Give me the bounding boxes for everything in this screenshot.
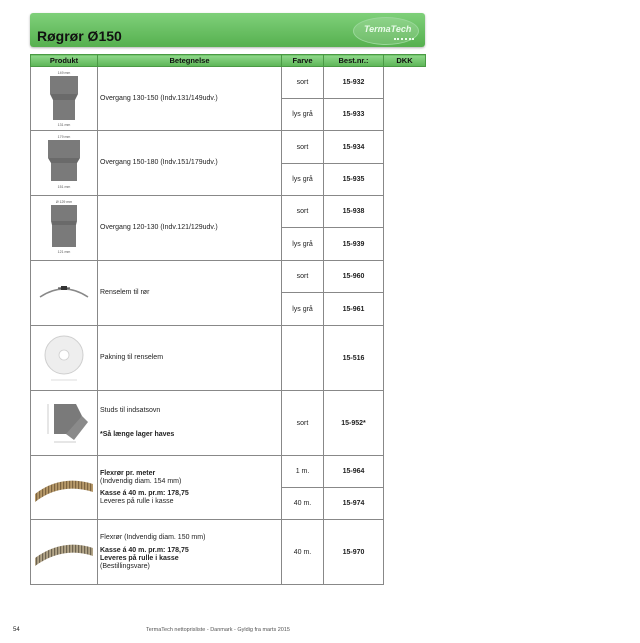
product-image-cell [31,326,98,391]
row-description: Overgang 120-130 (Indv.121/129udv.) [98,196,282,261]
part-number-cell: 15-933 [324,99,384,131]
gasket-ring-icon [37,330,91,384]
price-cell [384,67,426,131]
table-row [31,196,426,228]
logo-swoosh-icon [394,32,414,40]
table-header-row [31,55,426,67]
price-cell [384,326,426,391]
color-cell: lys grå [282,99,324,131]
section-title: Røgrør Ø150 [37,28,122,44]
price-cell [384,196,426,261]
part-number-cell: 15-516 [324,326,384,391]
reducer-150-180-icon [34,132,94,192]
dim-label: 179 mm [57,135,71,139]
part-number-cell: 15-935 [324,164,384,196]
color-cell: lys grå [282,228,324,261]
part-number-cell: 15-934 [324,131,384,164]
part-number-cell: 15-964 [324,456,384,488]
dim-label: 151 mm [57,185,71,189]
price-cell [384,520,426,585]
part-number-cell: 15-938 [324,196,384,228]
table-row [31,391,426,456]
price-cell [384,456,426,520]
table-row [31,326,426,391]
row-description: Pakning til renselem [98,326,282,391]
product-image-cell [31,391,98,456]
dim-label: 131 mm [57,122,71,127]
product-image-cell [31,520,98,585]
cleanout-hatch-icon [34,277,94,307]
logo-text: TermaTech [364,24,412,34]
dim-label: 149 mm [57,70,71,75]
delivery-note: Leveres på rulle i kasse [100,554,179,562]
product-image-cell [31,261,98,326]
termatech-logo [353,17,419,45]
col-header-produkt: Produkt [31,55,98,67]
col-header-dkk: DKK [384,55,426,67]
product-name: Flexrør pr. meter [100,469,156,477]
row-description: Overgang 130-150 (Indv.131/149udv.) [98,67,282,131]
row-description [98,520,282,585]
product-name: Flexrør (Indvendig diam. 150 mm) [100,533,206,541]
product-image-cell [31,131,98,196]
part-number-cell: 15-952* [324,391,384,456]
part-number-cell: 15-970 [324,520,384,585]
order-item-note: (Bestillingsvare) [100,562,150,570]
delivery-note: Leveres på rulle i kasse [100,497,174,505]
footer-text: TermaTech nettoprisliste - Danmark - Gyldig fra marts 2015 [146,627,290,633]
table-row [31,261,426,293]
part-number-cell: 15-939 [324,228,384,261]
box-price-note: Kasse á 40 m. pr.m: 178,75 [100,546,189,554]
dim-label: Ø 129 mm [55,200,73,204]
table-row [31,131,426,164]
price-cell [384,131,426,196]
color-cell: sort [282,196,324,228]
col-header-bestnr: Best.nr.: [324,55,384,67]
col-header-betegnelse: Betegnelse [98,55,282,67]
color-cell: sort [282,391,324,456]
color-cell: sort [282,131,324,164]
flex-pipe-icon [33,534,95,568]
stock-note: *Så længe lager haves [100,431,175,438]
color-cell: lys grå [282,293,324,326]
part-number-cell: 15-960 [324,261,384,293]
page-number: 54 [13,627,20,633]
product-image-cell [31,196,98,261]
reducer-120-130-icon [34,197,94,257]
box-price-note: Kasse á 40 m. pr.m: 178,75 [100,489,189,497]
product-image-cell [31,456,98,520]
row-description: Renselem til rør [98,261,282,326]
row-description [98,456,282,520]
flex-pipe-icon [33,472,95,502]
row-description [98,391,282,456]
section-header [30,13,425,47]
reducer-130-150-icon [34,68,94,128]
color-cell: 40 m. [282,488,324,520]
part-number-cell: 15-961 [324,293,384,326]
product-name: Studs til indsatsovn [100,407,161,414]
color-cell: 40 m. [282,520,324,585]
color-cell [282,326,324,391]
price-cell [384,391,426,456]
color-cell: 1 m. [282,456,324,488]
price-table [30,54,426,585]
color-cell: lys grå [282,164,324,196]
product-detail: (Indvendig diam. 154 mm) [100,477,182,485]
color-cell: sort [282,261,324,293]
table-row [31,456,426,488]
color-cell: sort [282,67,324,99]
part-number-cell: 15-932 [324,67,384,99]
price-cell [384,261,426,326]
table-row [31,67,426,99]
row-description: Overgang 150-180 (Indv.151/179udv.) [98,131,282,196]
dim-label: 121 mm [57,250,71,254]
product-image-cell [31,67,98,131]
part-number-cell: 15-974 [324,488,384,520]
col-header-farve: Farve [282,55,324,67]
insert-stove-spigot-icon [36,394,92,450]
table-row [31,520,426,585]
